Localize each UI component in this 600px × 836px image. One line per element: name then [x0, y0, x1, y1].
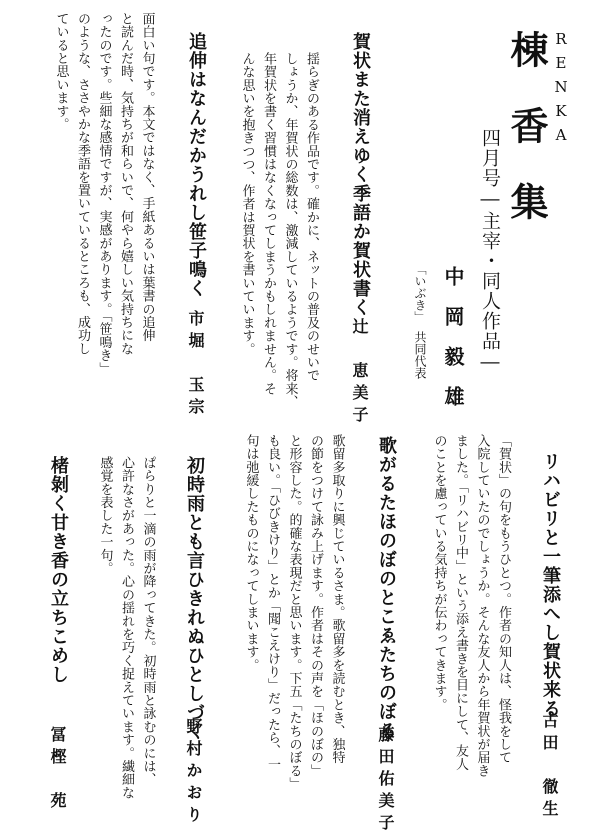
haiku: 楮剝く甘き香の立ちこめし: [48, 456, 69, 684]
poet-name: 辻 恵美子: [350, 318, 369, 428]
series-romaji: RENKA: [552, 30, 570, 150]
haiku: 追伸はなんだかうれし笹子鳴く: [186, 32, 207, 298]
commentary: 「賀状」の句をもうひとつ。作者の知人は、怪我をして 入院していたのでしょうか。そんな友人から年賀状が届き ました。「リハビリ中」という添え書きを目にして、友人 のことを慮っている気持ちが伝わってきます。: [431, 434, 511, 778]
haiku: リハビリと一筆添へし賀状来る: [540, 452, 561, 718]
commentary: 揺らぎのある作品です。確かに、ネットの普及のせいで しょうか、年賀状の総数は、激減しているようです。将来、 年賀状を書く習慣はなくなってしまうかもしれません。そ んな思いを抱きつつ、作者は賀状を書いています。: [239, 52, 319, 409]
author-role-quote: 「いぶき」: [413, 263, 427, 323]
author-role: 共同代表: [413, 331, 427, 379]
poet-name: 市堀 玉宗: [186, 310, 205, 420]
page-subtitle: 四月号―主宰・同人作品―: [479, 128, 501, 374]
commentary: 歌留多取りに興じているさま。歌留多を読むとき、独特 の節をつけて詠み上げます。作者はその声を「ほのぼの」 と形容した。的確な表現だと思います。下五「たちのぼる」 も良い。「ひびきけり」とか「聞こえけり」だったら、一 句は弛緩したものになってしまいます。: [243, 434, 345, 791]
poet-name: 古田 徹生: [540, 712, 559, 822]
haiku: 賀状また消えゆく季語か賀状書く: [350, 32, 371, 317]
haiku: 初時雨とも言ひきれぬひとしづく: [184, 456, 205, 741]
commentary: 面白い句です。本文ではなく、手紙あるいは葉書の追伸 と読んだ時、気持ちが和らいで、何やら嬉しい気持ちにな ったのです。些細な感情ですが、実感があります。「笹鳴き」 のような、ささやかな季語を置いているところも、成功し ていると思います。: [53, 12, 155, 376]
author-name: 中 岡 毅 雄: [441, 266, 465, 406]
haiku: 歌がるたほのぼのとこゑたちのぼる: [376, 436, 397, 740]
poet-name: 野村かおり: [184, 718, 203, 828]
commentary: ぱらりと一滴の雨が降ってきた。初時雨と詠むのには、 心許なさがあった。心の揺れを巧く捉えています。繊細な 感覚を表した一句。: [97, 456, 156, 800]
poet-name: 藤田佑美子: [376, 726, 395, 836]
poet-name: 冨樫 苑: [48, 726, 67, 814]
page-title: 棟 香 集: [504, 30, 549, 220]
